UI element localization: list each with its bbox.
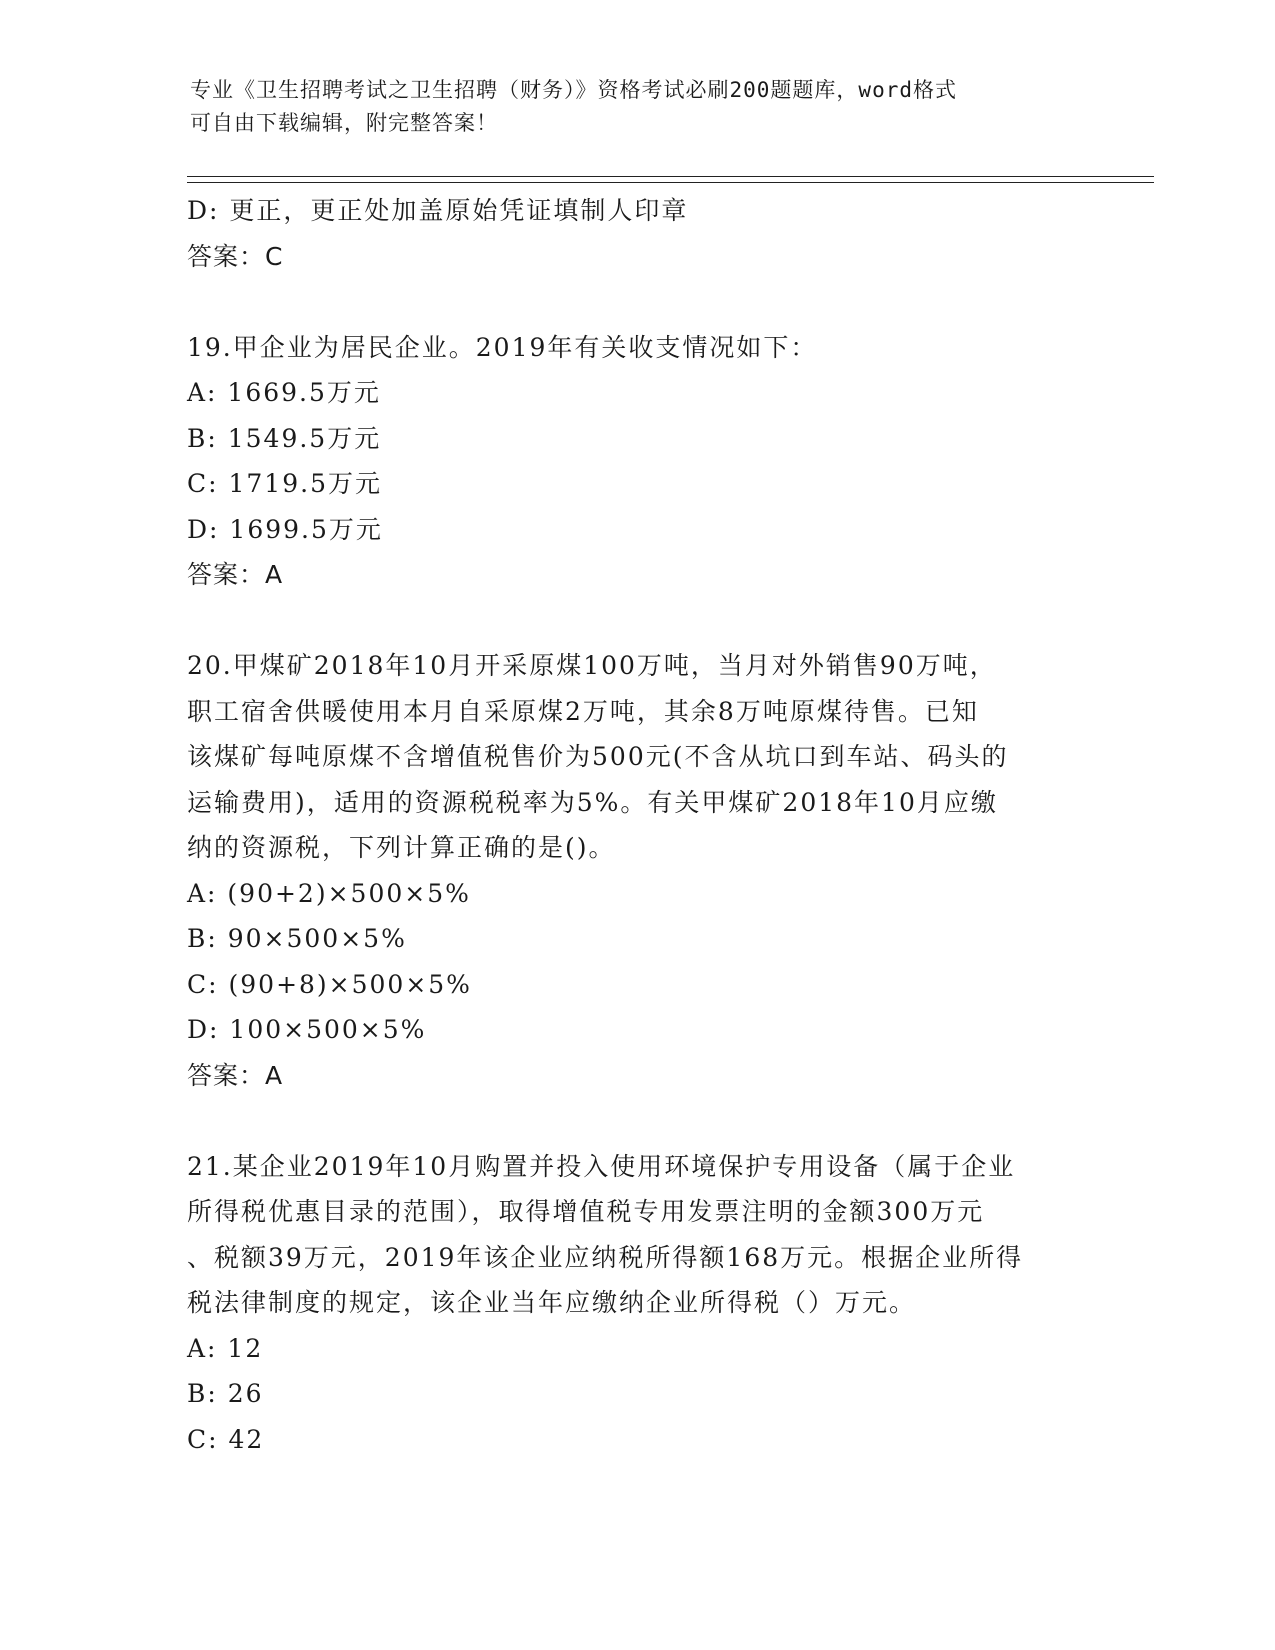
stem-line: 、税额39万元，2019年该企业应纳税所得额168万元。根据企业所得: [187, 1242, 1024, 1272]
spacer: [187, 598, 1077, 644]
stem-line: 纳的资源税，下列计算正确的是()。: [187, 833, 616, 862]
option-c: C: 1719.5万元: [187, 469, 382, 498]
stem-line: 所得税优惠目录的范围），取得增值税专用发票注明的金额300万元: [187, 1197, 985, 1226]
option-a: A: (90+2)×500×5%: [187, 878, 471, 908]
stem-line: 19.甲企业为居民企业。2019年有关收支情况如下：: [187, 332, 818, 362]
question-stem: [187, 1144, 1077, 1326]
question-stem: [187, 325, 1077, 371]
stem-line: 20.甲煤矿2018年10月开采原煤100万吨，当月对外销售90万吨，: [187, 651, 997, 680]
option-b: B: 90×500×5%: [187, 924, 407, 953]
option-a: A: 12: [187, 1333, 264, 1363]
answer-line: 答案：C: [187, 241, 284, 271]
question-stem: [187, 643, 1077, 871]
stem-line: 职工宿舍供暖使用本月自采原煤2万吨，其余8万吨原煤待售。已知: [187, 696, 979, 726]
stem-line: 运输费用)，适用的资源税税率为5%。有关甲煤矿2018年10月应缴: [187, 787, 998, 817]
question-content: [187, 188, 1077, 1462]
header-divider-bottom: [187, 182, 1154, 183]
option-c: C: (90+8)×500×5%: [187, 969, 472, 999]
question-19: [187, 325, 1077, 598]
option-d: D: 1699.5万元: [187, 514, 383, 544]
answer-line: 答案：A: [187, 1060, 284, 1090]
option-b: B: 1549.5万元: [187, 423, 382, 453]
document-header: [190, 74, 1090, 140]
stem-line: 该煤矿每吨原煤不含增值税售价为500元(不含从坑口到车站、码头的: [187, 742, 1009, 771]
answer-line: 答案：A: [187, 560, 284, 589]
option-a: A: 1669.5万元: [187, 378, 381, 407]
spacer: [187, 1098, 1077, 1144]
spacer: [187, 279, 1077, 325]
option-d: D: 更正，更正处加盖原始凭证填制人印章: [187, 196, 689, 225]
option-d: D: 100×500×5%: [187, 1015, 427, 1044]
option-b: B: 26: [187, 1379, 264, 1408]
stem-line: 21.某企业2019年10月购置并投入使用环境保护专用设备（属于企业: [187, 1151, 1016, 1181]
header-divider-top: [187, 176, 1154, 177]
header-title-line-2: 可自由下载编辑，附完整答案！: [190, 111, 498, 135]
question-20: [187, 643, 1077, 1098]
header-title-line-1: 专业《卫生招聘考试之卫生招聘（财务）》资格考试必刷200题题库，word格式: [190, 78, 957, 102]
option-c: C: 42: [187, 1424, 265, 1454]
stem-line: 税法律制度的规定，该企业当年应缴纳企业所得税（）万元。: [187, 1288, 917, 1317]
question-21: [187, 1144, 1077, 1463]
